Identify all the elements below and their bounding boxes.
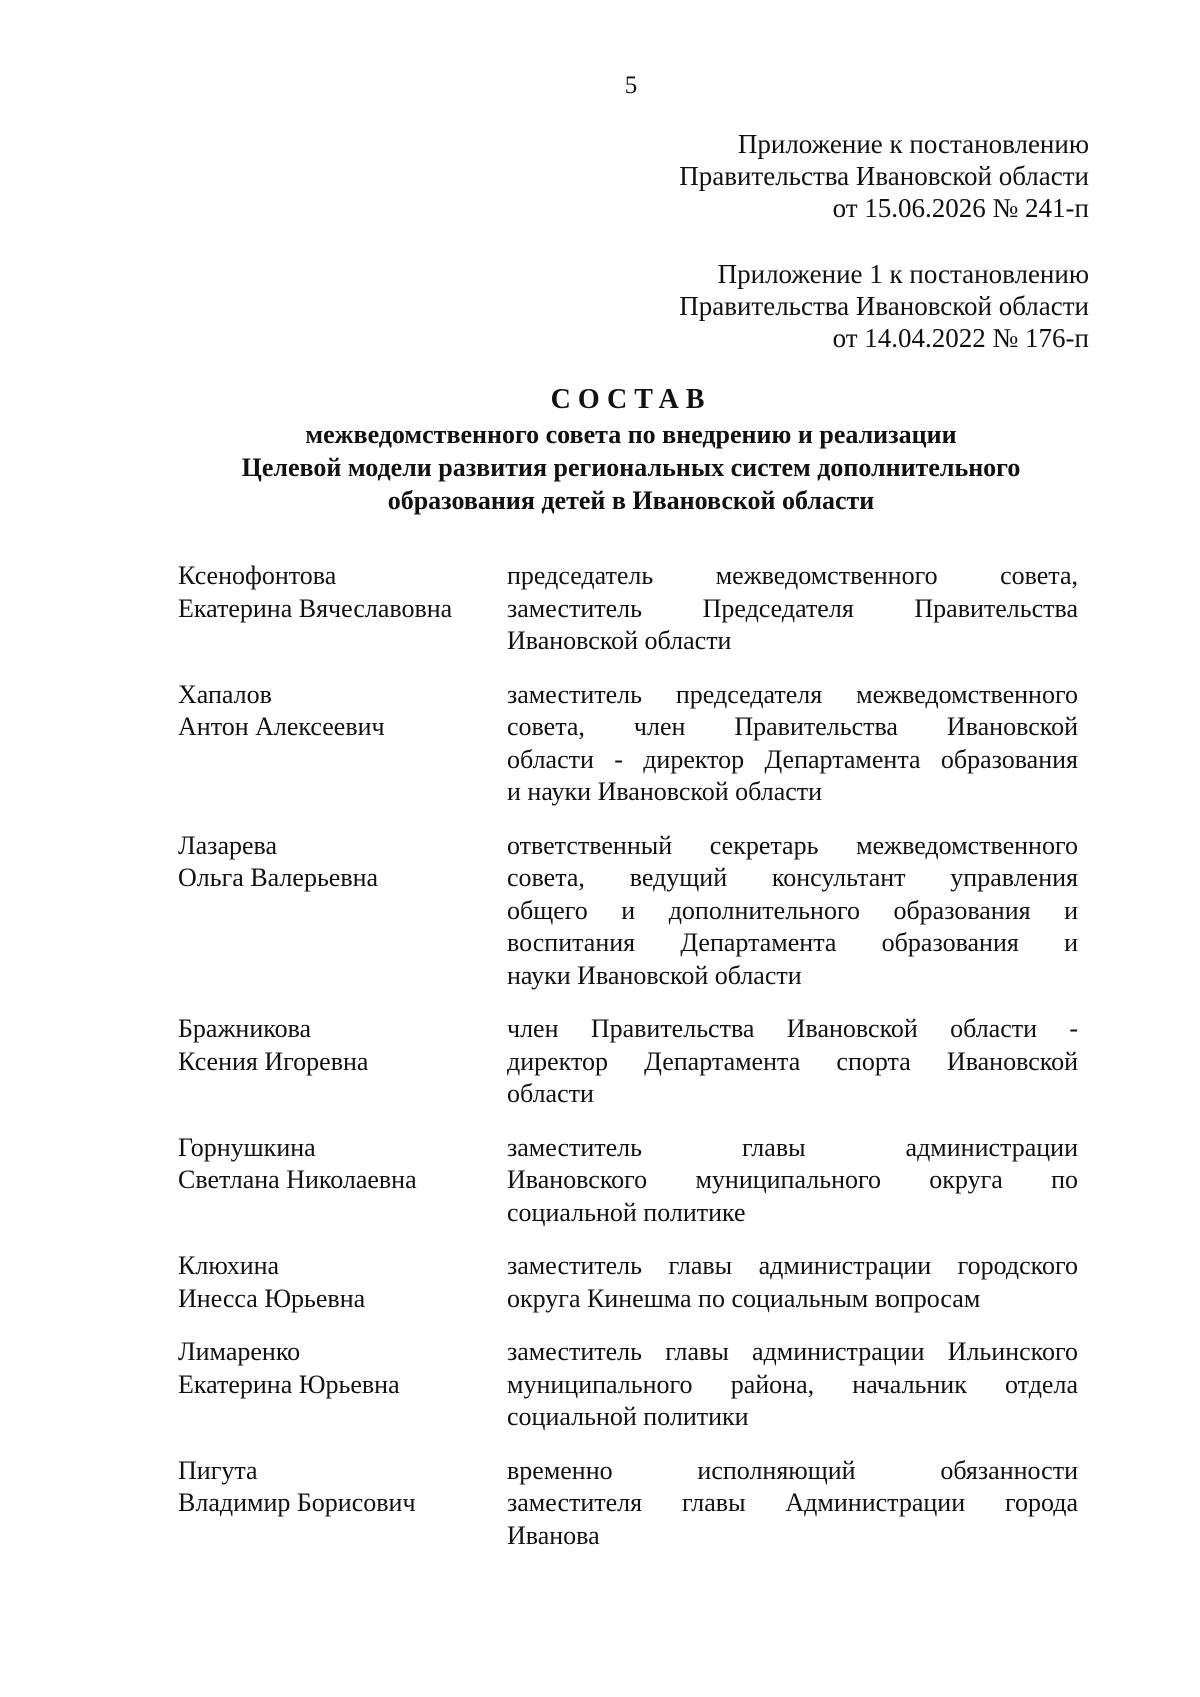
member-surname: Лимаренко: [178, 1337, 301, 1366]
member-given-names: Светлана Николаевна: [178, 1165, 417, 1194]
member-role-line: области: [507, 1079, 594, 1108]
members-list: [178, 560, 1078, 1573]
member-name: [178, 1250, 507, 1315]
member-role: [507, 1013, 1078, 1111]
member-role-line: временно исполняющий обязанности: [507, 1455, 1078, 1485]
member-given-names: Инесса Юрьевна: [178, 1283, 366, 1313]
appendix-original-line: Приложение 1 к постановлению: [717, 259, 1089, 289]
member-given-names: Ксения Игоревна: [178, 1046, 369, 1076]
appendix-original-line: Правительства Ивановской области: [679, 291, 1089, 321]
member-surname: Клюхина: [178, 1251, 280, 1280]
member-role-line: Иванова: [507, 1520, 600, 1550]
member-name: [178, 830, 507, 993]
subtitle-line: образования детей в Ивановской области: [387, 486, 875, 515]
member-role-line: член Правительства Ивановской области -: [507, 1014, 1078, 1043]
member-role-line: социальной политике: [507, 1197, 746, 1227]
member-role-line: общего и дополнительного образования и: [507, 895, 1078, 925]
member-row: [178, 560, 1078, 658]
member-role-line: председатель межведомственного совета,: [507, 561, 1078, 590]
member-role: [507, 1250, 1078, 1315]
member-role: [507, 1132, 1078, 1230]
member-row: [178, 1455, 1078, 1553]
member-role-line: и науки Ивановской области: [507, 777, 823, 806]
member-name: [178, 1132, 507, 1230]
appendix-original-reference: [679, 258, 1089, 354]
member-row: [178, 1013, 1078, 1111]
title-heading: СОСТАВ: [550, 384, 712, 415]
member-given-names: Екатерина Юрьевна: [178, 1369, 400, 1399]
member-surname: Пигута: [178, 1455, 258, 1485]
member-surname: Бражникова: [178, 1014, 312, 1043]
member-role-line: воспитания Департамента образования и: [507, 928, 1078, 957]
member-surname: Горнушкина: [178, 1132, 316, 1162]
member-surname: Ксенофонтова: [178, 561, 337, 590]
member-row: [178, 679, 1078, 809]
member-role: [507, 1455, 1078, 1553]
member-role-line: заместитель Председателя Правительства: [507, 593, 1078, 623]
member-role: [507, 830, 1078, 993]
member-name: [178, 1013, 507, 1111]
appendix-current-line: Правительства Ивановской области: [679, 161, 1089, 191]
member-role-line: совета, член Правительства Ивановской: [507, 712, 1078, 741]
appendix-current-line: от 15.06.2026 № 241-п: [832, 193, 1089, 223]
member-role-line: муниципального района, начальник отдела: [507, 1369, 1078, 1399]
member-role-line: науки Ивановской области: [507, 960, 802, 990]
member-given-names: Ольга Валерьевна: [178, 863, 379, 892]
member-role-line: совета, ведущий консультант управления: [507, 863, 1078, 892]
document-title: [120, 384, 1142, 517]
member-role-line: заместитель главы администрации Ильинского: [507, 1337, 1078, 1366]
member-given-names: Антон Алексеевич: [178, 712, 385, 741]
member-row: [178, 830, 1078, 993]
member-name: [178, 1455, 507, 1553]
subtitle-line: Целевой модели развития региональных систем дополнительного: [241, 453, 1021, 482]
member-given-names: Владимир Борисович: [178, 1488, 416, 1517]
member-role-line: заместителя главы Администрации города: [507, 1488, 1078, 1517]
member-role-line: директор Департамента спорта Ивановской: [507, 1046, 1078, 1076]
member-role: [507, 679, 1078, 809]
member-role-line: ответственный секретарь межведомственного: [507, 830, 1078, 860]
member-role-line: области - директор Департамента образования: [507, 744, 1078, 774]
member-role-line: заместитель председателя межведомственного: [507, 679, 1078, 709]
member-role-line: социальной политики: [507, 1402, 749, 1431]
page-number: 5: [624, 72, 638, 99]
member-row: [178, 1336, 1078, 1434]
member-role-line: заместитель главы администрации городского: [507, 1251, 1078, 1280]
member-role-line: Ивановского муниципального округа по: [507, 1165, 1078, 1194]
member-name: [178, 560, 507, 658]
member-role-line: округа Кинешма по социальным вопросам: [507, 1283, 981, 1313]
member-row: [178, 1250, 1078, 1315]
member-name: [178, 679, 507, 809]
member-name: [178, 1336, 507, 1434]
member-surname: Хапалов: [178, 679, 272, 709]
title-subtitle: [120, 418, 1142, 517]
member-surname: Лазарева: [178, 830, 277, 860]
appendix-current-line: Приложение к постановлению: [737, 129, 1089, 159]
member-role: [507, 1336, 1078, 1434]
member-row: [178, 1132, 1078, 1230]
member-role: [507, 560, 1078, 658]
appendix-original-line: от 14.04.2022 № 176-п: [832, 323, 1089, 353]
member-role-line: заместитель главы администрации: [507, 1132, 1078, 1162]
member-role-line: Ивановской области: [507, 626, 732, 655]
subtitle-line: межведомственного совета по внедрению и реализации: [305, 420, 957, 449]
member-given-names: Екатерина Вячеславовна: [178, 593, 453, 623]
appendix-current-reference: [679, 128, 1089, 224]
